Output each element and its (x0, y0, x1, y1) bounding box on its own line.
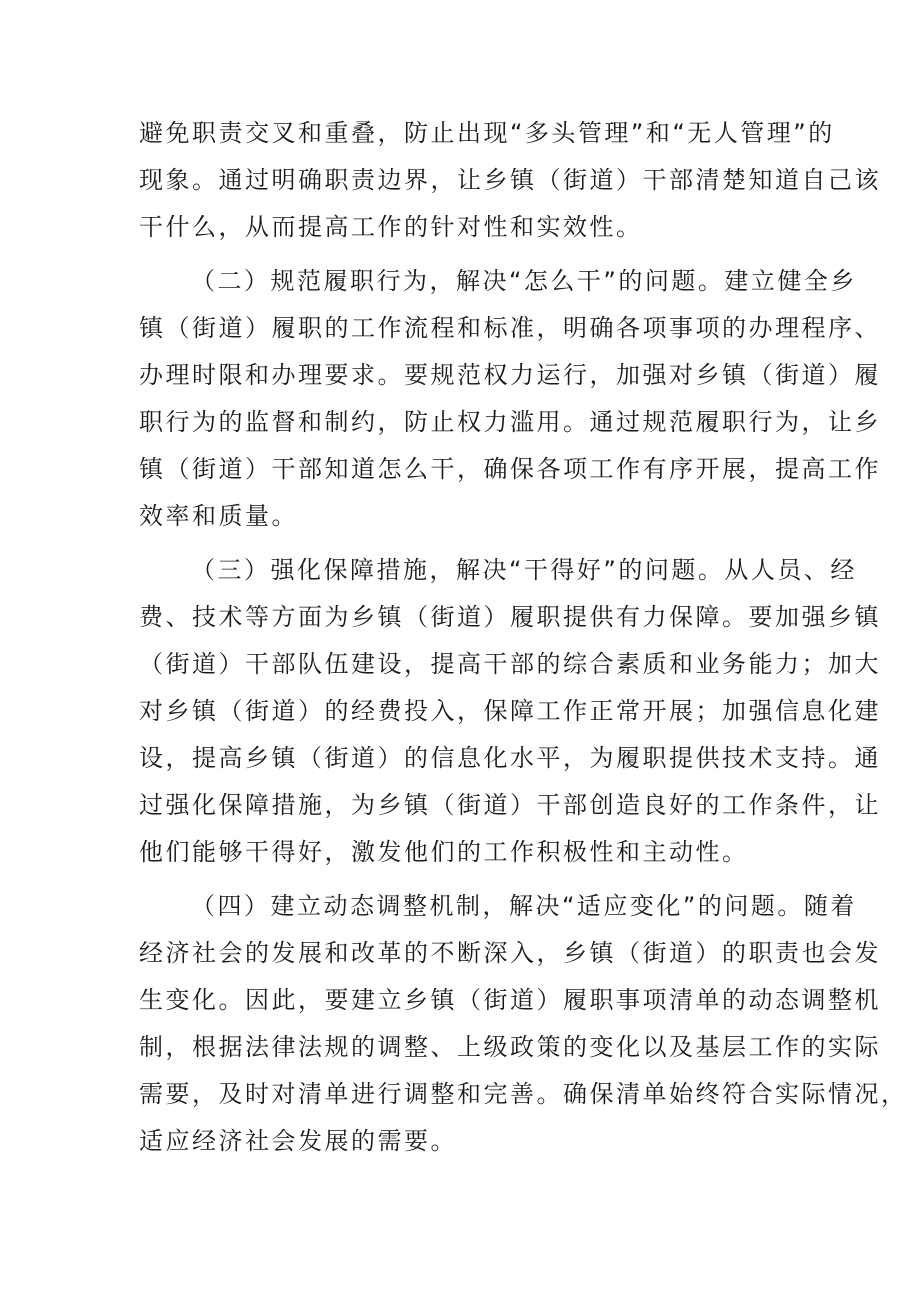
paragraph-4 (139, 883, 908, 1165)
paragraph-line: 避免职责交叉和重叠，防止出现“多头管理”和“无人管理”的 (139, 119, 835, 147)
paragraph-3 (139, 547, 881, 876)
paragraph-line: 镇（街道）履职的工作流程和标准，明确各项事项的办理程序、 (139, 314, 881, 342)
paragraph-line: 对乡镇（街道）的经费投入，保障工作正常开展；加强信息化建 (139, 697, 881, 725)
paragraph-line: 效率和质量。 (139, 502, 298, 530)
paragraph-line: （三）强化保障措施，解决“干得好”的问题。从人员、经 (191, 556, 857, 584)
paragraph-line: （四）建立动态调整机制，解决“适应变化”的问题。随着 (191, 892, 857, 920)
paragraph-line: 职行为的监督和制约，防止权力滥用。通过规范履职行为，让乡 (139, 408, 881, 436)
paragraph-line: 现象。通过明确职责边界，让乡镇（街道）干部清楚知道自己该 (139, 166, 881, 194)
paragraph-2 (139, 258, 881, 540)
paragraph-line: 设，提高乡镇（街道）的信息化水平，为履职提供技术支持。通 (139, 744, 881, 772)
paragraph-line: 镇（街道）干部知道怎么干，确保各项工作有序开展，提高工作 (139, 455, 881, 483)
paragraph-line: 生变化。因此，要建立乡镇（街道）履职事项清单的动态调整机 (139, 986, 881, 1014)
document-body (139, 110, 908, 1165)
paragraph-line: 他们能够干得好，激发他们的工作积极性和主动性。 (139, 838, 749, 866)
paragraph-line: 过强化保障措施，为乡镇（街道）干部创造良好的工作条件，让 (139, 791, 881, 819)
paragraph-line: 费、技术等方面为乡镇（街道）履职提供有力保障。要加强乡镇 (139, 603, 881, 631)
paragraph-line: （街道）干部队伍建设，提高干部的综合素质和业务能力；加大 (139, 650, 881, 678)
paragraph-line: 适应经济社会发展的需要。 (139, 1127, 457, 1155)
paragraph-line: 制，根据法律法规的调整、上级政策的变化以及基层工作的实际 (139, 1033, 881, 1061)
paragraph-line: 办理时限和办理要求。要规范权力运行，加强对乡镇（街道）履 (139, 361, 881, 389)
paragraph-1 (139, 110, 881, 251)
paragraph-line: 经济社会的发展和改革的不断深入，乡镇（街道）的职责也会发 (139, 939, 881, 967)
paragraph-line: 需要，及时对清单进行调整和完善。确保清单始终符合实际情况， (139, 1080, 908, 1108)
paragraph-line: 干什么，从而提高工作的针对性和实效性。 (139, 213, 643, 241)
paragraph-line: （二）规范履职行为，解决“怎么干”的问题。建立健全乡 (191, 267, 857, 295)
